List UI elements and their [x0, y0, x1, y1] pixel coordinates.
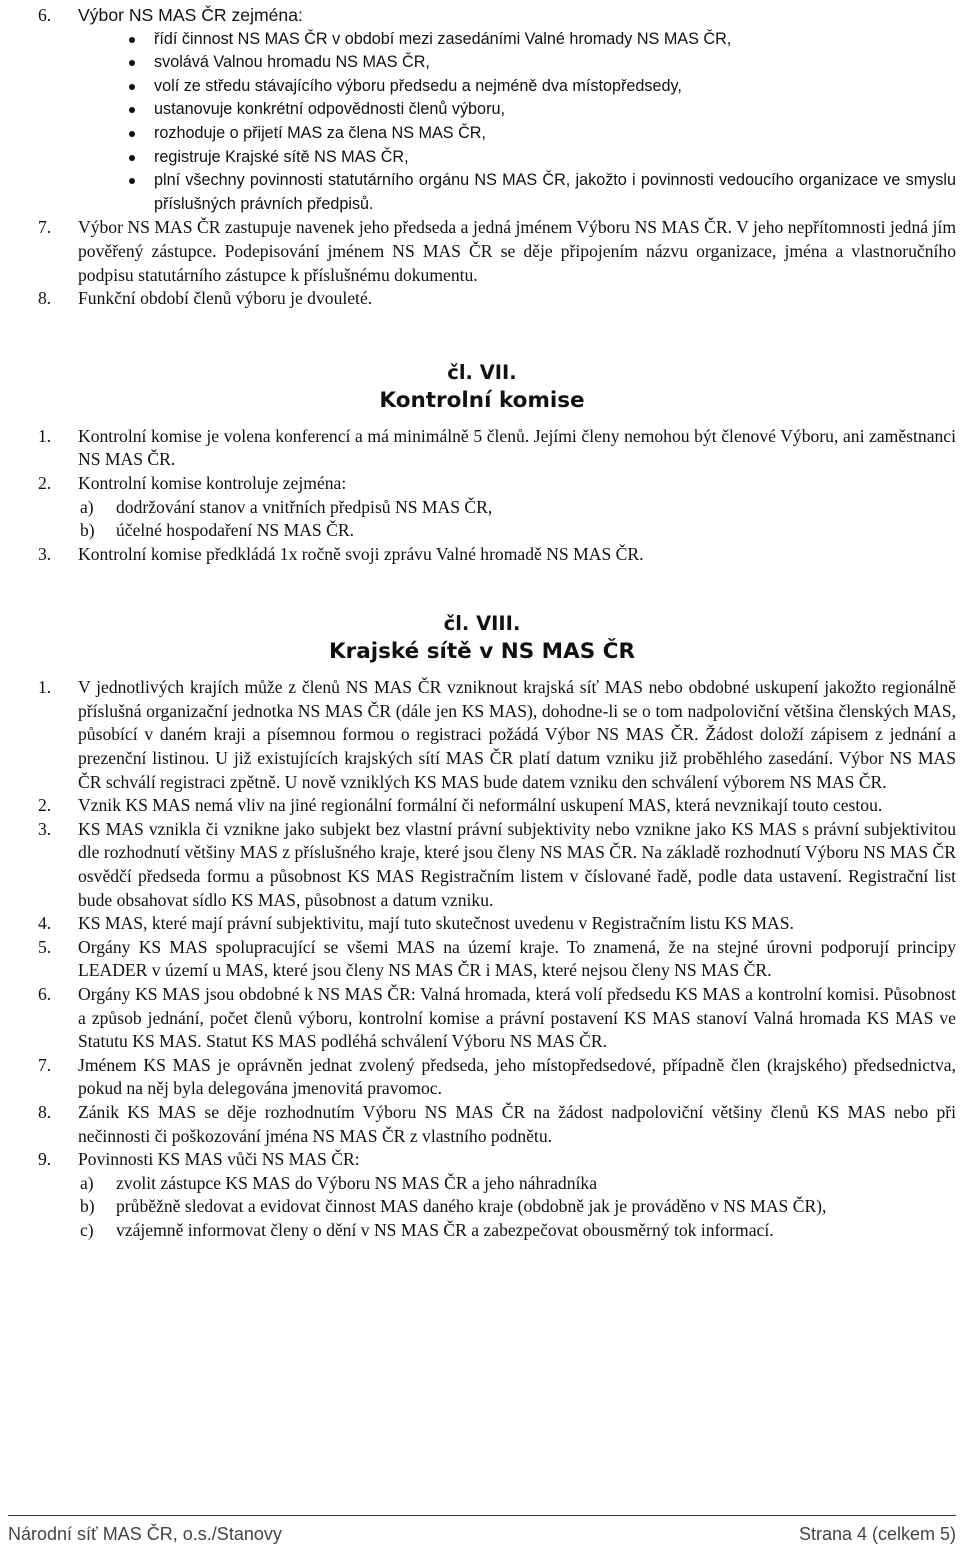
list-item [8, 1148, 956, 1172]
list-item [8, 425, 956, 472]
sub-item-text: dodržování stanov a vnitřních předpisů NS MAS ČR, [116, 496, 493, 517]
item-text: Orgány KS MAS jsou obdobné k NS MAS ČR: Valná hromada, která volí předsedu KS MAS a kontrolní komisi. Působnost a způsob jednání, počet členů výboru, kontrolní komise a právní postavení KS MAS stanoví Valná hromada KS MAS ve Statutu KS MAS. Statut KS MAS podléhá schválení Výboru NS MAS ČR. [78, 984, 956, 1052]
sub-item-label: a) [80, 496, 94, 517]
list-item [8, 818, 956, 912]
item-number: 6. [38, 984, 52, 1004]
section-6-bullet-list [8, 28, 956, 217]
item-number: 3. [38, 543, 52, 564]
bullet-icon [129, 155, 135, 161]
item-number: 8. [38, 288, 52, 309]
sub-item [8, 496, 956, 520]
article-7-title: Kontrolní komise [379, 387, 585, 413]
item-text: Kontrolní komise kontroluje zejména: [78, 472, 347, 493]
item-text: Orgány KS MAS spolupracující se všemi MAS na území kraje. To znamená, že na stejné úrovni podporují principy LEADER v území u MAS, které jsou členy NS MAS ČR i MAS, které nejsou členy NS MAS ČR. [78, 936, 956, 981]
list-item: ustanovuje konkrétní odpovědnosti členů výboru, [8, 98, 956, 122]
list-item: rozhoduje o přijetí MAS za člena NS MAS ČR, [8, 122, 956, 146]
list-item [8, 1054, 956, 1101]
item-text: V jednotlivých krajích může z členů NS MAS ČR vzniknout krajská síť MAS nebo obdobné uskupení jakožto regionálně příslušná organizační jednotka NS MAS ČR (dále jen KS MAS), dohodne-li se o tom nadpoloviční většina členských MAS, působící v daném kraji a písemnou formou o registraci požádá Výbor NS MAS ČR. Žádost doloží zápisem z jednání a prezenční listinou. U již existujících krajských sítí MAS ČR platí datum vzniku již proběhlého zasedání. Výbor NS MAS ČR schválí registraci zpětně. U nově vzniklých KS MAS bude datem vzniku den schválení výborem NS MAS ČR. [78, 677, 956, 792]
sub-item-label: b) [80, 1196, 95, 1217]
item-number: 9. [38, 1149, 52, 1170]
item-text: Jménem KS MAS je oprávněn jednat zvolený předseda, jeho místopředsedové, případně člen (krajského) předsednictva, pokud na něj byla delegována jmenovitá pravomoc. [78, 1054, 956, 1099]
list-item [8, 1101, 956, 1148]
item-number: 3. [38, 818, 52, 839]
item-text: KS MAS vznikla či vznikne jako subjekt bez vlastní právní subjektivity nebo vznikne jako KS MAS s právní subjektivitou dle rozhodnutí většiny MAS z příslušného kraje, které jsou členy NS MAS ČR. Na základě rozhodnutí Výboru NS MAS ČR osvědčí předseda formu a působnost KS MAS Registračním listem v číslované řadě, podle data ustavení. Registrační list bude obsahovat sídlo KS MAS, působnost a datum vzniku. [78, 818, 956, 910]
item-number: 1. [38, 425, 52, 446]
sub-item-label: b) [80, 520, 95, 541]
sub-item [8, 519, 956, 543]
list-item [8, 676, 956, 794]
sub-item [8, 1172, 956, 1196]
sub-item [8, 1219, 956, 1243]
sub-item-text: vzájemně informovat členy o dění v NS MAS ČR a zabezpečovat obousměrný tok informací. [116, 1219, 774, 1240]
item-number: 1. [38, 677, 52, 698]
item-text: Zánik KS MAS se děje rozhodnutím Výboru NS MAS ČR na žádost nadpoloviční většiny členů KS MAS nebo při nečinnosti či poškozování jména NS MAS ČR z vlastního podnětu. [78, 1101, 956, 1146]
list-item [8, 912, 956, 936]
item-number: 6. [38, 5, 52, 25]
section-8-text: Funkční období členů výboru je dvouleté. [78, 288, 373, 309]
item-text: Kontrolní komise předkládá 1x ročně svoji zprávu Valné hromadě NS MAS ČR. [78, 543, 644, 564]
list-item [8, 983, 956, 1054]
section-7 [8, 216, 956, 287]
list-item [8, 936, 956, 983]
sub-item [8, 1195, 956, 1219]
document-body [8, 4, 956, 1243]
item-text: Vznik KS MAS nemá vliv na jiné regionální formální či neformální uskupení MAS, která nevznikají touto cestou. [78, 795, 883, 816]
bullet-icon [129, 178, 135, 184]
list-item: registruje Krajské sítě NS MAS ČR, [8, 146, 956, 170]
item-number: 4. [38, 913, 52, 934]
article-8-title: Krajské sítě v NS MAS ČR [328, 639, 636, 665]
item-number: 7. [38, 217, 52, 238]
sub-item-label: c) [80, 1219, 94, 1240]
article-7-label: čl. VII. [447, 360, 517, 384]
list-item [8, 543, 956, 567]
section-7-text: Výbor NS MAS ČR zastupuje navenek jeho předseda a jedná jménem Výboru NS MAS ČR. V jeho nepřítomnosti jedná jím pověřený zástupce. Podepisování jménem NS MAS ČR se děje připojením názvu organizace, jména a vlastnoručního podpisu statutárního zástupce k příslušnému dokumentu. [78, 217, 956, 285]
bullet-icon [129, 107, 135, 113]
bullet-icon [129, 37, 135, 43]
item-number: 2. [38, 472, 52, 493]
section-6-title: Výbor NS MAS ČR zejména: [78, 5, 303, 25]
item-text: Povinnosti KS MAS vůči NS MAS ČR: [78, 1149, 360, 1170]
list-item: volí ze středu stávajícího výboru předsedu a nejméně dva místopředsedy, [8, 75, 956, 99]
footer-document-name: Národní síť MAS ČR, o.s./Stanovy [8, 1524, 282, 1544]
sub-item-text: účelné hospodaření NS MAS ČR. [116, 520, 354, 541]
section-8 [8, 287, 956, 311]
list-item: plní všechny povinnosti statutárního orgánu NS MAS ČR, jakožto i povinnosti vedoucího organizace ve smyslu příslušných právních předpisů. [8, 169, 956, 216]
sub-item-label: a) [80, 1172, 94, 1193]
list-item: řídí činnost NS MAS ČR v období mezi zasedáními Valné hromady NS MAS ČR, [8, 28, 956, 52]
list-item [8, 794, 956, 818]
item-number: 8. [38, 1101, 52, 1122]
footer-divider [8, 1515, 956, 1516]
footer-page-number: Strana 4 (celkem 5) [798, 1524, 956, 1544]
bullet-icon [129, 84, 135, 90]
item-text: KS MAS, které mají právní subjektivitu, mají tuto skutečnost uvedenu v Registračním listu KS MAS. [78, 913, 794, 934]
page-footer [8, 1524, 956, 1545]
item-text: Kontrolní komise je volena konferencí a má minimálně 5 členů. Jejími členy nemohou být členové Výboru, ani zaměstnanci NS MAS ČR. [78, 425, 956, 470]
sub-item-text: průběžně sledovat a evidovat činnost MAS daného kraje (obdobně jak je prováděno v NS MAS ČR), [116, 1196, 827, 1217]
item-number: 7. [38, 1054, 52, 1075]
list-item: svolává Valnou hromadu NS MAS ČR, [8, 51, 956, 75]
bullet-icon [129, 131, 135, 137]
item-number: 2. [38, 795, 52, 816]
list-item [8, 472, 956, 496]
section-6 [8, 4, 956, 28]
bullet-icon [129, 60, 135, 66]
sub-item-text: zvolit zástupce KS MAS do Výboru NS MAS ČR a jeho náhradníka [116, 1172, 598, 1193]
item-number: 5. [38, 936, 52, 957]
article-8-label: čl. VIII. [443, 612, 521, 636]
